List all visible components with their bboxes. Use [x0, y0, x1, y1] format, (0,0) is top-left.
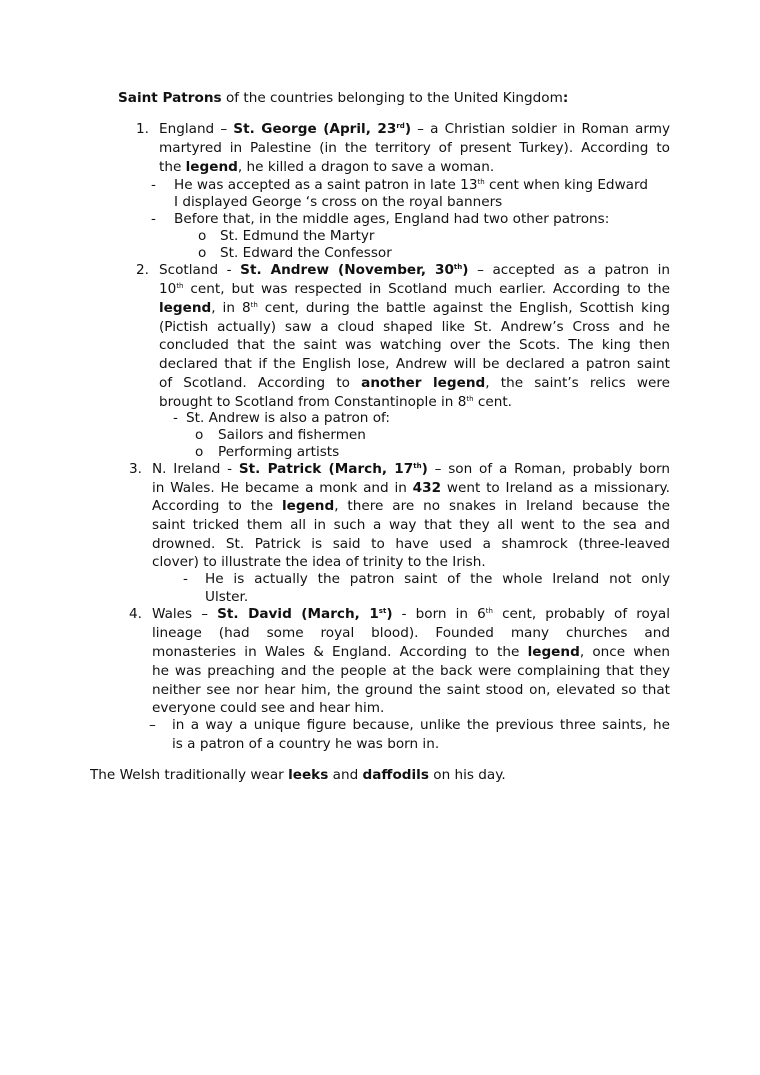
bullet-text: I displayed George ‘s cross on the royal banners	[174, 194, 503, 210]
list-item-scotland-line: declared that if the English lose, Andrew will be declared a patron saint	[159, 356, 670, 372]
list-item-ireland-line: N. Ireland - St. Patrick (March, 17th) – son of a Roman, probably born	[152, 461, 670, 477]
bullet-text: Ulster.	[205, 589, 249, 605]
list-number: 2.	[136, 262, 149, 278]
sub-bullet-text: Sailors and fishermen	[218, 427, 366, 443]
list-number: 1.	[136, 121, 149, 137]
circle-bullet: o	[198, 228, 207, 244]
sub-bullet-text: St. Edmund the Martyr	[220, 228, 375, 244]
bullet-text: St. Andrew is also a patron of:	[186, 410, 390, 426]
list-item-scotland-line: legend, in 8th cent, during the battle against the English, Scottish king	[159, 300, 670, 316]
dash-bullet: -	[173, 410, 178, 426]
list-item-wales-line: neither see nor hear him, the ground the saint stood on, elevated so that	[152, 682, 670, 698]
sub-bullet-text: Performing artists	[218, 444, 340, 460]
list-number: 4.	[129, 606, 142, 622]
bullet-text: He is actually the patron saint of the whole Ireland not only	[205, 571, 670, 587]
list-item-ireland-line: clover) to illustrate the idea of trinity to the Irish.	[152, 554, 486, 570]
list-item-scotland-line: (Pictish actually) saw a cloud shaped like St. Andrew’s Cross and he	[159, 319, 670, 335]
list-item-scotland-line: concluded that the saint was watching over the Scots. The king then	[159, 337, 670, 353]
bullet-text: is a patron of a country he was born in.	[172, 736, 440, 752]
list-item-scotland-line: brought to Scotland from Constantinople in 8th cent.	[159, 394, 512, 410]
list-item-england-line: England – St. George (April, 23rd) – a Christian soldier in Roman army	[159, 121, 671, 137]
dash-bullet: -	[183, 571, 188, 587]
list-item-wales-line: monasteries in Wales & England. According to the legend, once when	[152, 644, 671, 660]
closing-paragraph: The Welsh traditionally wear leeks and daffodils on his day.	[90, 767, 506, 783]
bullet-text: in a way a unique figure because, unlike the previous three saints, he	[172, 717, 670, 733]
list-item-wales-line: everyone could see and hear him.	[152, 700, 385, 716]
list-item-england-line: martyred in Palestine (in the territory of present Turkey). According to	[159, 140, 670, 156]
circle-bullet: o	[195, 444, 204, 460]
sub-bullet-text: St. Edward the Confessor	[220, 245, 392, 261]
dash-bullet: -	[151, 177, 156, 193]
list-item-ireland-line: saint tricked them all in such a way that they all went to the sea and	[152, 517, 670, 533]
list-item-ireland-line: in Wales. He became a monk and in 432 went to Ireland as a missionary.	[152, 480, 670, 496]
list-item-scotland-line: of Scotland. According to another legend, the saint’s relics were	[159, 375, 670, 391]
list-item-wales-line: he was preaching and the people at the back were complaining that they	[152, 663, 670, 679]
list-item-scotland-line: Scotland - St. Andrew (November, 30th) – accepted as a patron in	[159, 262, 670, 278]
list-item-england-line: the legend, he killed a dragon to save a woman.	[159, 159, 495, 175]
list-item-ireland-line: drowned. St. Patrick is said to have used a shamrock (three-leaved	[152, 536, 670, 552]
page-title: Saint Patrons of the countries belonging to the United Kingdom:	[118, 90, 569, 106]
dash-bullet: -	[151, 211, 156, 227]
list-item-ireland-line: According to the legend, there are no snakes in Ireland because the	[152, 498, 670, 514]
dash-bullet: –	[149, 717, 156, 733]
list-item-wales-line: Wales – St. David (March, 1st) - born in 6th cent, probably of royal	[152, 606, 670, 622]
bullet-text: He was accepted as a saint patron in late 13th cent when king Edward	[174, 177, 648, 193]
list-item-wales-line: lineage (had some royal blood). Founded many churches and	[152, 625, 670, 641]
circle-bullet: o	[195, 427, 204, 443]
circle-bullet: o	[198, 245, 207, 261]
bullet-text: Before that, in the middle ages, England had two other patrons:	[174, 211, 610, 227]
list-number: 3.	[129, 461, 142, 477]
list-item-scotland-line: 10th cent, but was respected in Scotland much earlier. According to the	[159, 281, 670, 297]
